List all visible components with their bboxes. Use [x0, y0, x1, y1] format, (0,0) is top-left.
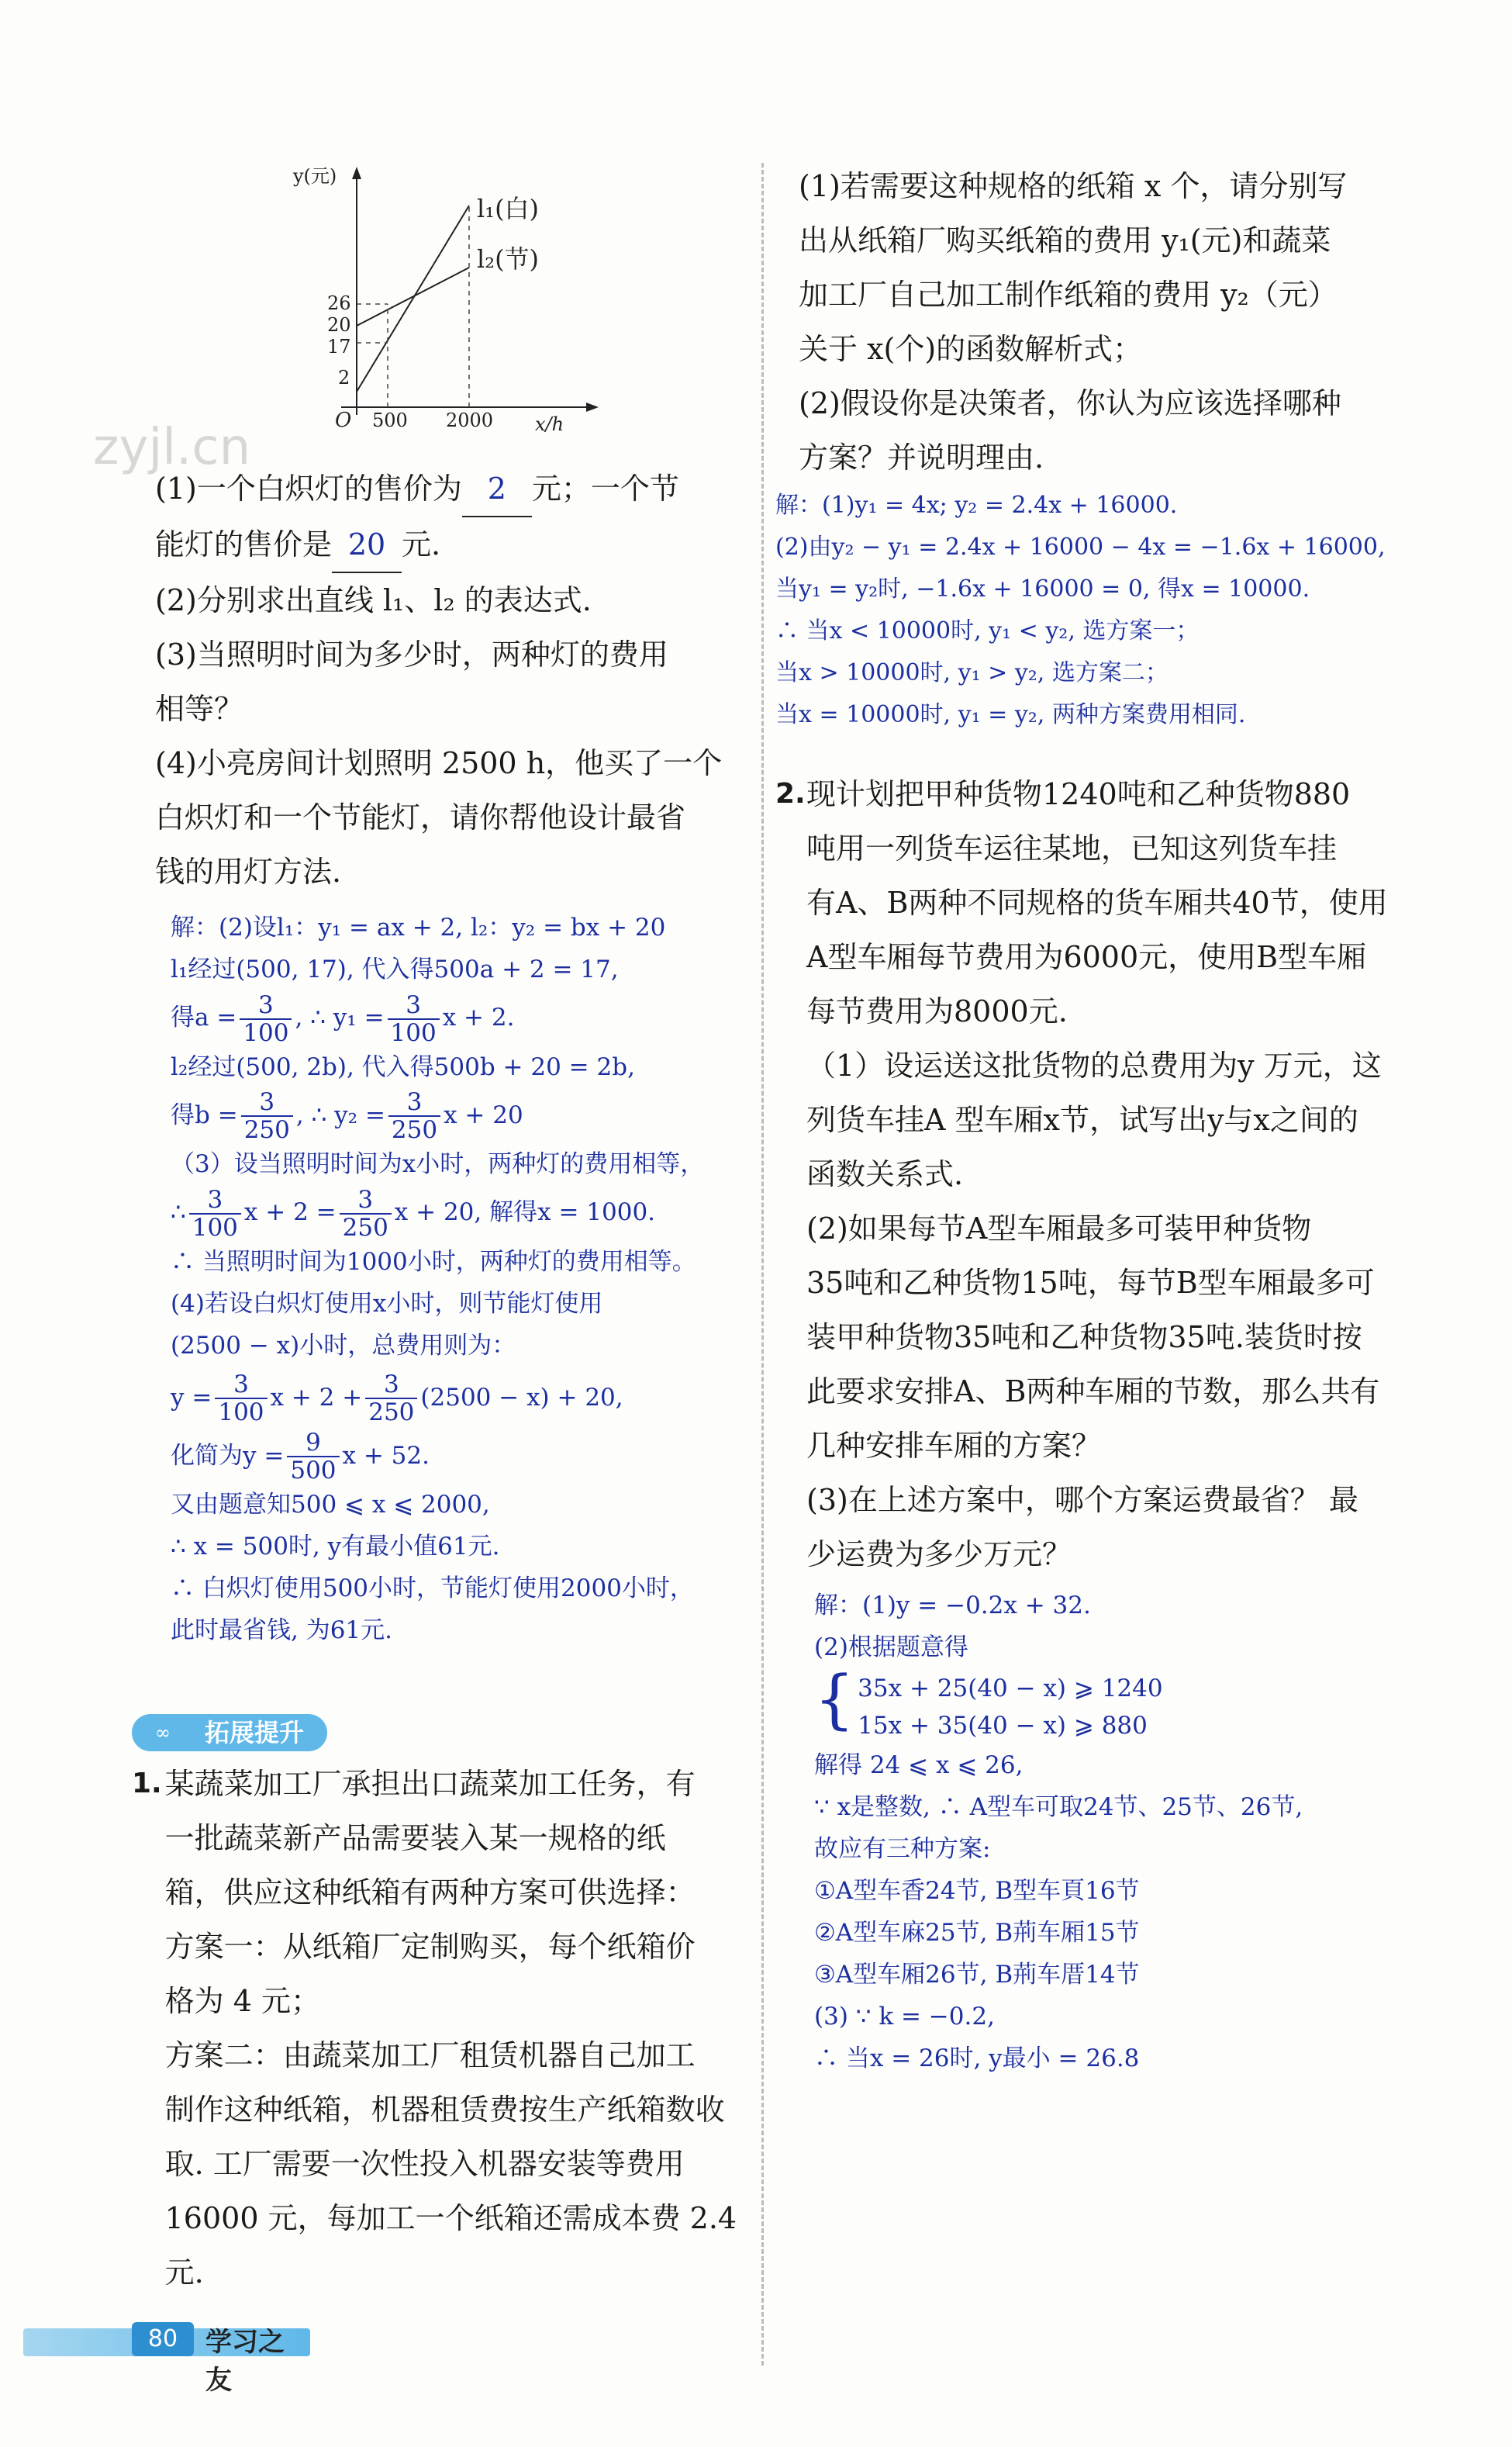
- page-number: 80: [132, 2322, 194, 2356]
- sol-line: (4)若设白炽灯使用x小时，则节能灯使用: [171, 1289, 603, 1318]
- problem-number: 2.: [775, 778, 806, 810]
- section-tag: [132, 1713, 327, 1753]
- sol-line: (2)由y₂ − y₁ = 2.4x + 16000 − 4x = −1.6x + 16000,: [775, 534, 1386, 561]
- fraction: $\frac{3}{250}$: [241, 1089, 293, 1143]
- question-line: 关于 x(个)的函数解析式；: [799, 332, 1143, 366]
- problem-line: (3)在上述方案中，哪个方案运费最省？ 最: [806, 1483, 1358, 1517]
- sol-line: 解：(1)y = −0.2x + 32.: [814, 1592, 1091, 1619]
- q1-line2: 能灯的售价是 20 元.: [155, 517, 752, 573]
- problem-line: 取. 工厂需要一次性投入机器安装等费用: [164, 2147, 685, 2181]
- x-axis-arrow: [586, 403, 599, 412]
- sol-line: （3）设当照明时间为x小时，两种灯的费用相等，: [171, 1150, 705, 1178]
- fraction: $\frac{3}{100}$: [215, 1371, 267, 1426]
- sol-line: ∴ 当照明时间为1000小时，两种灯的费用相等。: [171, 1247, 696, 1276]
- problem-1-text: [165, 1757, 752, 2300]
- line2-label: l₂(节): [477, 244, 540, 274]
- sol-line: 当y₁ = y₂时, −1.6x + 16000 = 0, 得x = 10000.: [775, 575, 1310, 603]
- fraction: $\frac{3}{250}$: [365, 1371, 417, 1426]
- q4-line2: 白炽灯和一个节能灯，请你帮他设计最省: [155, 800, 686, 835]
- ytick-2: 2: [338, 367, 350, 389]
- column-divider: [761, 163, 764, 2366]
- fraction: $\frac{3}{100}$: [240, 992, 292, 1046]
- problem-line: 方案二：由蔬菜加工厂租赁机器自己加工: [164, 2038, 696, 2072]
- problem-line: 某蔬菜加工厂承担出口蔬菜加工任务，有: [164, 1767, 696, 1801]
- y-axis-arrow: [352, 167, 361, 179]
- question-line: (1)若需要这种规格的纸箱 x 个，请分别写: [799, 169, 1348, 203]
- problem-line: 制作这种纸箱，机器租赁费按生产纸箱数收: [164, 2093, 725, 2127]
- ytick-26: 26: [327, 292, 351, 314]
- line-l1: [357, 206, 469, 392]
- sol-line: l₁经过(500, 17), 代入得500a + 2 = 17,: [171, 956, 619, 983]
- fraction: $\frac{3}{100}$: [189, 1187, 241, 1241]
- fraction: $\frac{9}{500}$: [287, 1429, 339, 1484]
- right-q1-text: [775, 159, 1419, 485]
- sol-line-frac: y = $\frac{3}{100}$ x + 2 + $\frac{3}{250}$ (2500 − x) + 20,: [171, 1370, 623, 1426]
- line1-label: l₁(白): [477, 194, 540, 223]
- right-solution-1: [775, 485, 1419, 736]
- question-line: (2)假设你是决策者，你认为应该选择哪种: [799, 386, 1341, 420]
- sol-line-frac: ∴ $\frac{3}{100}$ x + 2 = $\frac{3}{250}$ x + 20, 解得x = 1000.: [171, 1185, 656, 1242]
- question-line: 方案？并说明理由.: [799, 441, 1044, 475]
- problem-line: 16000 元，每加工一个纸箱还需成本费 2.4 元.: [164, 2201, 737, 2290]
- sol-line: ∴ 当x < 10000时, y₁ < y₂, 选方案一；: [775, 617, 1200, 645]
- sol-line: (3) ∵ k = −0.2,: [814, 2003, 995, 2031]
- sol-line: 当x > 10000时, y₁ > y₂, 选方案二；: [775, 659, 1169, 686]
- sol-line: ∴ 白炽灯使用500小时，节能灯使用2000小时，: [171, 1574, 694, 1602]
- x-axis-label: x/h: [535, 413, 564, 435]
- question-line: 加工厂自己加工制作纸箱的费用 y₂（元）: [799, 278, 1338, 312]
- problem-line: 方案一：从纸箱厂定制购买，每个纸箱价: [164, 1930, 696, 1964]
- sys-line: 35x + 25(40 − x) ⩾ 1240: [858, 1675, 1163, 1702]
- q4-line1: (4)小亮房间计划照明 2500 h，他买了一个: [155, 746, 723, 780]
- q3-line1: (3)当照明时间为多少时，两种灯的费用: [155, 638, 668, 672]
- q2-line: (2)分别求出直线 l₁、l₂ 的表达式.: [155, 583, 592, 617]
- sol-line: ①A型车香24节, B型车頁16节: [814, 1877, 1140, 1905]
- right-solution-2: [775, 1585, 1419, 2079]
- ytick-20: 20: [327, 314, 351, 336]
- fraction: $\frac{3}{250}$: [340, 1187, 392, 1241]
- problem-line: 现计划把甲种货物1240吨和乙种货物880: [806, 777, 1351, 811]
- sol-line: ③A型车厢26节, B荊车厝14节: [814, 1961, 1140, 1989]
- line-l2: [357, 268, 469, 326]
- sol-line: 解：(2)设l₁：y₁ = ax + 2, l₂：y₂ = bx + 20: [171, 914, 666, 942]
- right-column: [775, 159, 1419, 2079]
- sol-line: 解：(1)y₁ = 4x; y₂ = 2.4x + 16000.: [775, 492, 1178, 519]
- problem-line: A型车厢每节费用为6000元，使用B型车厢: [806, 940, 1367, 974]
- problem-number: 1.: [132, 1768, 162, 1799]
- sol-line: (2)根据题意得: [814, 1633, 968, 1661]
- xtick-2000: 2000: [446, 410, 494, 431]
- sol-line: 解得 24 ⩽ x ⩽ 26,: [814, 1751, 1024, 1779]
- left-solution: [155, 907, 752, 1651]
- sol-line: (2500 − x)小时，总费用则为：: [171, 1331, 516, 1360]
- problem-line: 少运费为多少万元？: [806, 1537, 1072, 1571]
- origin-label: O: [335, 409, 352, 432]
- question-line: 出从纸箱厂购买纸箱的费用 y₁(元)和蔬菜: [799, 223, 1331, 257]
- q1-line1: (1)一个白炽灯的售价为 2 元；一个节: [155, 461, 752, 517]
- problem-line: 每节费用为8000元.: [806, 994, 1068, 1028]
- sol-line: 故应有三种方案:: [814, 1835, 991, 1863]
- sol-line-frac: 得a = $\frac{3}{100}$ , ∴ y₁ = $\frac{3}{100}$ x + 2.: [171, 990, 515, 1047]
- problem-line: 格为 4 元；: [164, 1984, 320, 2018]
- problem-2: [775, 767, 1419, 1581]
- inequality-system: [814, 1663, 1419, 1744]
- left-questions: [155, 461, 752, 899]
- system-lines: [858, 1670, 1162, 1744]
- sol-line: l₂经过(500, 2b), 代入得500b + 20 = 2b,: [171, 1052, 635, 1081]
- ytick-17: 17: [327, 336, 351, 358]
- sol-line: 又由题意知500 ⩽ x ⩽ 2000,: [171, 1491, 490, 1519]
- q3-line2: 相等？: [155, 692, 244, 726]
- answer-blank-1: 2: [462, 461, 532, 517]
- sol-line: 当x = 10000时, y₁ = y₂, 两种方案费用相同.: [775, 701, 1246, 728]
- problem-line: 装甲种货物35吨和乙种货物35吨.装货时按: [806, 1320, 1362, 1354]
- problem-2-text: [806, 767, 1388, 1581]
- problem-line: 箱，供应这种纸箱有两种方案可供选择：: [164, 1875, 696, 1910]
- problem-line: 吨用一列货车运往某地，已知这列货车挂: [806, 831, 1338, 866]
- left-column: [155, 461, 752, 1651]
- brand-name: 学习之友: [205, 2327, 285, 2396]
- sys-line: 15x + 35(40 − x) ⩾ 880: [858, 1712, 1148, 1740]
- sol-line: 此时最省钱, 为61元.: [171, 1616, 393, 1644]
- fraction: $\frac{3}{100}$: [388, 992, 440, 1046]
- left-brace: {: [814, 1663, 855, 1737]
- y-axis-label: y(元): [293, 165, 337, 187]
- watermark: zyjl.cn: [93, 419, 251, 476]
- fraction: $\frac{3}{250}$: [388, 1089, 440, 1143]
- answer-blank-2: 20: [332, 517, 402, 573]
- sol-line-frac: 化简为y = $\frac{9}{500}$ x + 52.: [171, 1429, 430, 1484]
- sol-line: ∴ x = 500时, y有最小值61元.: [171, 1533, 500, 1560]
- sol-line: ∴ 当x = 26时, y最小 = 26.8: [814, 2044, 1140, 2072]
- problem-line: (2)如果每节A型车厢最多可装甲种货物: [806, 1211, 1312, 1246]
- q4-line3: 钱的用灯方法.: [155, 855, 342, 889]
- problem-line: 几种安排车厢的方案？: [806, 1429, 1102, 1463]
- footer: [23, 2319, 310, 2396]
- tag-label: 拓展提升: [194, 1714, 327, 1751]
- sol-line-frac: 得b = $\frac{3}{250}$ , ∴ y₂ = $\frac{3}{250}$ x + 20: [171, 1088, 523, 1144]
- sol-line: ②A型车麻25节, B荊车厢15节: [814, 1919, 1140, 1947]
- problem-1: [132, 1757, 752, 2300]
- problem-line: 有A、B两种不同规格的货车厢共40节，使用: [806, 886, 1388, 920]
- problem-line: 一批蔬菜新产品需要装入某一规格的纸: [164, 1821, 666, 1855]
- problem-line: 此要求安排A、B两种车厢的节数，那么共有: [806, 1374, 1380, 1408]
- problem-line: 35吨和乙种货物15吨，每节B型车厢最多可: [806, 1266, 1375, 1300]
- function-graph: [279, 159, 651, 438]
- problem-line: 列货车挂A 型车厢x节，试写出y与x之间的: [806, 1103, 1358, 1137]
- xtick-500: 500: [372, 410, 408, 431]
- tag-icon: ∞: [132, 1714, 194, 1751]
- problem-line: 函数关系式.: [806, 1157, 964, 1191]
- sol-line: ∵ x是整数, ∴ A型车可取24节、25节、26节,: [814, 1793, 1303, 1821]
- problem-line: （1）设运送这批货物的总费用为y 万元，这: [806, 1049, 1382, 1083]
